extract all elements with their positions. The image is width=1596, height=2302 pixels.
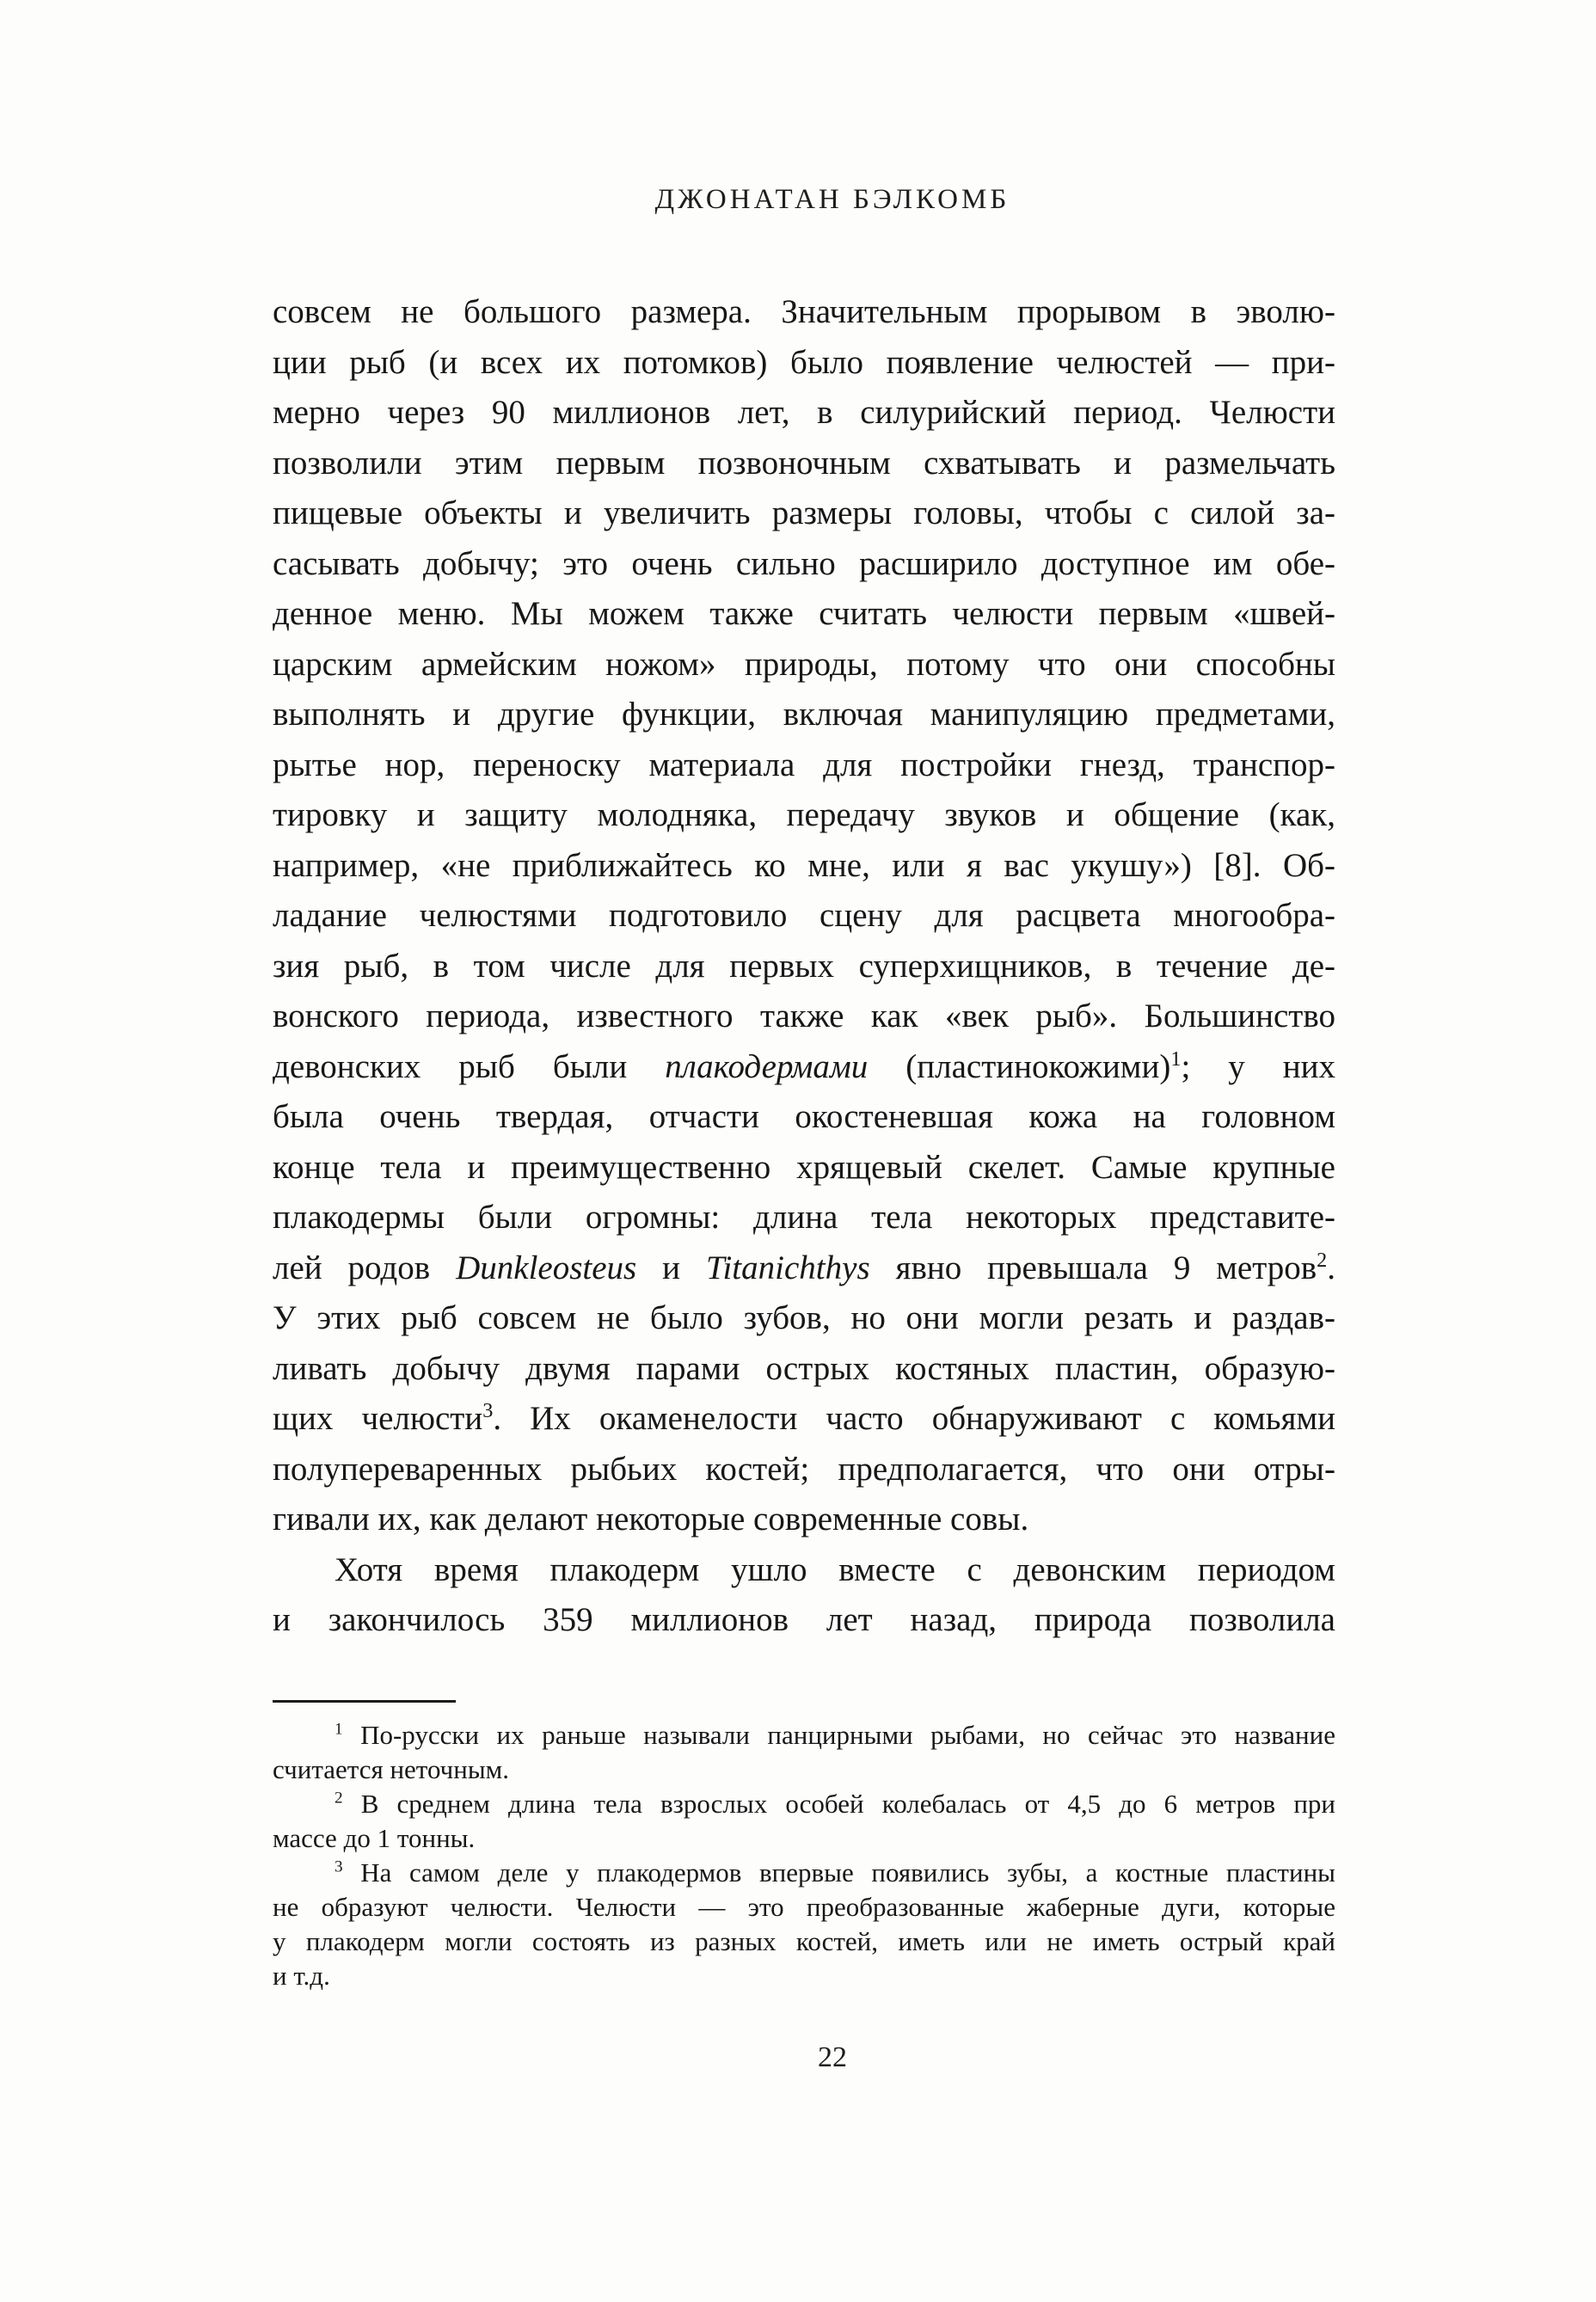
footnote-line: у плакодерм могли состоять из разных костей, иметь или не иметь острый край bbox=[273, 1926, 1335, 1956]
body-text-line: ливать добычу двумя парами острых костяных пластин, образую- bbox=[273, 1349, 1335, 1387]
body-text-line: щих челюсти$^3$. Их окаменелости часто обнаруживают с комьями bbox=[273, 1399, 1335, 1437]
body-text-line: лей родов Dunkleosteus и Titanichthys явно превышала 9 метров$^2$. bbox=[273, 1248, 1336, 1286]
footnotes bbox=[273, 1718, 1335, 1993]
body-text-line: денное меню. Мы можем также считать челюсти первым «швей- bbox=[273, 595, 1335, 632]
footnote-line: массе до 1 тонны. bbox=[273, 1823, 476, 1853]
body-text-line: сасывать добычу; это очень сильно расширило доступное им обе- bbox=[273, 544, 1335, 582]
footnote-line: и т.д. bbox=[273, 1961, 330, 1991]
footnote-line: считается неточным. bbox=[273, 1754, 510, 1784]
footnote-line: не образуют челюсти. Челюсти — это преобразованные жаберные дуги, которые bbox=[273, 1892, 1335, 1922]
page-number: 22 bbox=[818, 2041, 847, 2073]
footnote-line: $^1$ По-русски их раньше называли панцирными рыбами, но сейчас это название bbox=[335, 1720, 1335, 1750]
body-text-line: тировку и защиту молодняка, передачу звуков и общение (как, bbox=[273, 796, 1335, 833]
body-text-line: плакодермы были огромны: длина тела некоторых представите- bbox=[273, 1199, 1335, 1236]
body-text-line: зия рыб, в том числе для первых суперхищников, в течение де- bbox=[273, 947, 1335, 985]
body-text-line: Хотя время плакодерм ушло вместе с девонским периодом bbox=[335, 1550, 1335, 1588]
body-text-line: ладание челюстями подготовило сцену для расцвета многообра- bbox=[273, 897, 1335, 934]
body-text-line: позволили этим первым позвоночным схватывать и размельчать bbox=[273, 444, 1335, 482]
body-text-line: мерно через 90 миллионов лет, в силурийский период. Челюсти bbox=[273, 394, 1335, 431]
body-text-line: гивали их, как делают некоторые современные совы. bbox=[273, 1501, 1029, 1538]
footnote-line: $^2$ В среднем длина тела взрослых особей колебалась от 4,5 до 6 метров при bbox=[335, 1789, 1335, 1819]
body-text bbox=[273, 287, 1335, 1646]
body-text-line: ции рыб (и всех их потомков) было появление челюстей — при- bbox=[273, 343, 1335, 381]
body-text-line: рытье нор, переноску материала для постройки гнезд, транспор- bbox=[273, 746, 1335, 783]
body-text-line: совсем не большого размера. Значительным прорывом в эволю- bbox=[273, 293, 1335, 330]
body-text-line: была очень твердая, отчасти окостеневшая кожа на головном bbox=[273, 1098, 1335, 1135]
running-header: ДЖОНАТАН БЭЛКОМБ bbox=[654, 184, 1010, 215]
body-text-line: полупереваренных рыбьих костей; предполагается, что они отры- bbox=[273, 1450, 1335, 1488]
body-text-line: и закончилось 359 миллионов лет назад, природа позволила bbox=[273, 1601, 1335, 1638]
body-text-line: девонских рыб были плакодермами (пластинокожими)$^1$; у них bbox=[273, 1047, 1336, 1085]
footnote-separator bbox=[273, 1700, 456, 1703]
footnote-line: $^3$ На самом деле у плакодермов впервые появились зубы, а костные пластины bbox=[335, 1857, 1335, 1888]
body-text-line: царским армейским ножом» природы, потому что они способны bbox=[273, 645, 1335, 683]
body-text-line: пищевые объекты и увеличить размеры головы, чтобы с силой за- bbox=[273, 494, 1335, 531]
body-text-line: конце тела и преимущественно хрящевый скелет. Самые крупные bbox=[273, 1148, 1335, 1186]
body-text-line: У этих рыб совсем не было зубов, но они могли резать и раздав- bbox=[273, 1299, 1335, 1336]
body-text-line: например, «не приближайтесь ко мне, или я вас укушу») [8]. Об- bbox=[273, 846, 1335, 884]
body-text-line: выполнять и другие функции, включая манипуляцию предметами, bbox=[273, 696, 1335, 733]
body-text-line: вонского периода, известного также как «век рыб». Большинство bbox=[273, 998, 1335, 1034]
